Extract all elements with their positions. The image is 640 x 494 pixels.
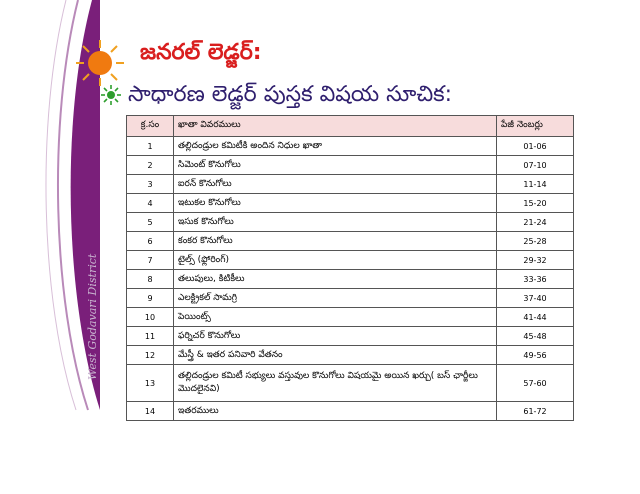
- side-district-text: West Godavari District: [86, 253, 99, 380]
- row-number: 12: [127, 346, 174, 365]
- row-number: 9: [127, 289, 174, 308]
- sun-small-icon: [100, 84, 122, 106]
- row-number: 2: [127, 156, 174, 175]
- row-description: కంకర కొనుగోలు: [174, 232, 497, 251]
- table-header-row: [127, 116, 574, 137]
- row-description: ఇతరములు: [174, 402, 497, 421]
- row-number: 4: [127, 194, 174, 213]
- row-description: సిమెంట్ కొనుగోలు: [174, 156, 497, 175]
- row-pages: 07-10: [497, 156, 574, 175]
- row-pages: 61-72: [497, 402, 574, 421]
- table-row: [127, 194, 574, 213]
- page-title: జనరల్ లెడ్జర్:: [140, 40, 262, 65]
- header-account-details: ఖాతా వివరములు: [174, 116, 497, 137]
- table-row: [127, 289, 574, 308]
- ledger-index-table: [126, 115, 574, 421]
- row-description: ఎలక్ట్రికల్ సామగ్రి: [174, 289, 497, 308]
- row-pages: 15-20: [497, 194, 574, 213]
- row-number: 13: [127, 365, 174, 402]
- row-number: 10: [127, 308, 174, 327]
- row-pages: 11-14: [497, 175, 574, 194]
- page-subtitle: సాధారణ లెడ్జర్ పుస్తక విషయ సూచిక:: [128, 82, 453, 107]
- row-description: తల్లిదండ్రుల కమిటీ సభ్యులు వస్తువుల కొనుగోలు విషయమై అయిన ఖర్చు( బస్ ఛార్జీలు మొదలైనవి): [174, 365, 497, 402]
- row-pages: 41-44: [497, 308, 574, 327]
- table-row: [127, 213, 574, 232]
- row-description: ఇసుక కొనుగోలు: [174, 213, 497, 232]
- row-pages: 29-32: [497, 251, 574, 270]
- table-row: [127, 327, 574, 346]
- row-description: టైల్స్ (ఫ్లోరింగ్): [174, 251, 497, 270]
- table-row: [127, 175, 574, 194]
- table-row: [127, 346, 574, 365]
- row-number: 7: [127, 251, 174, 270]
- table-row: [127, 402, 574, 421]
- table-row: [127, 156, 574, 175]
- row-pages: 57-60: [497, 365, 574, 402]
- row-number: 1: [127, 137, 174, 156]
- row-number: 5: [127, 213, 174, 232]
- table-row: [127, 308, 574, 327]
- row-pages: 37-40: [497, 289, 574, 308]
- row-pages: 33-36: [497, 270, 574, 289]
- row-pages: 21-24: [497, 213, 574, 232]
- row-number: 8: [127, 270, 174, 289]
- row-description: మేస్త్రీ & ఇతర పనివారి వేతనం: [174, 346, 497, 365]
- sun-large-icon: [70, 38, 132, 88]
- row-description: ఇటుకల కొనుగోలు: [174, 194, 497, 213]
- row-number: 6: [127, 232, 174, 251]
- row-number: 3: [127, 175, 174, 194]
- header-page-numbers: పేజీ నెంబర్లు: [497, 116, 574, 137]
- header-serial: క్ర.సం: [127, 116, 174, 137]
- row-description: తల్లిదండ్రుల కమిటీకి అందిన నిధుల ఖాతా: [174, 137, 497, 156]
- row-description: ఐరన్ కొనుగోలు: [174, 175, 497, 194]
- row-pages: 25-28: [497, 232, 574, 251]
- row-pages: 01-06: [497, 137, 574, 156]
- row-pages: 45-48: [497, 327, 574, 346]
- table-row: [127, 232, 574, 251]
- row-pages: 49-56: [497, 346, 574, 365]
- row-number: 11: [127, 327, 174, 346]
- table-row: [127, 251, 574, 270]
- row-number: 14: [127, 402, 174, 421]
- table-row: [127, 365, 574, 402]
- row-description: తలుపులు, కిటికీలు: [174, 270, 497, 289]
- table-row: [127, 270, 574, 289]
- table-row: [127, 137, 574, 156]
- row-description: ఫర్నిచర్ కొనుగోలు: [174, 327, 497, 346]
- row-description: పెయింట్స్: [174, 308, 497, 327]
